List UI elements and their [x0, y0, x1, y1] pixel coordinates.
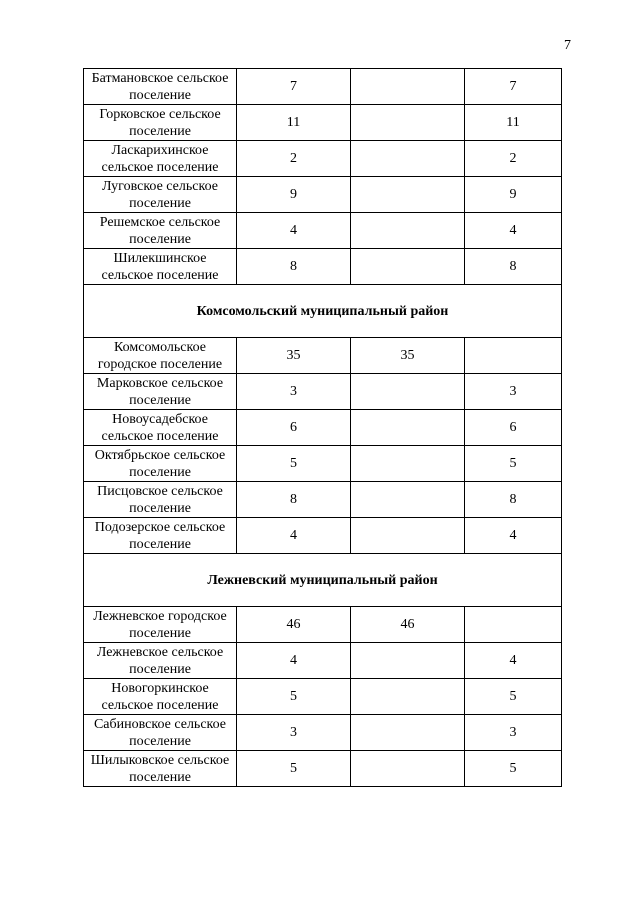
- total-count-cell: 8: [237, 249, 351, 285]
- rural-count-cell: 8: [465, 249, 562, 285]
- rural-count-cell: 11: [465, 105, 562, 141]
- urban-count-cell: [351, 751, 465, 787]
- total-count-cell: 4: [237, 643, 351, 679]
- urban-count-cell: [351, 213, 465, 249]
- rural-count-cell: 5: [465, 679, 562, 715]
- settlement-name-cell: Лежневское городское поселение: [84, 607, 237, 643]
- rural-count-cell: 4: [465, 518, 562, 554]
- urban-count-cell: [351, 105, 465, 141]
- rural-count-cell: 4: [465, 213, 562, 249]
- total-count-cell: 11: [237, 105, 351, 141]
- total-count-cell: 8: [237, 482, 351, 518]
- settlement-name-cell: Ласкарихинское сельское поселение: [84, 141, 237, 177]
- settlement-row: [84, 213, 562, 249]
- total-count-cell: 3: [237, 374, 351, 410]
- settlement-name-cell: Шилекшинское сельское поселение: [84, 249, 237, 285]
- settlement-name-cell: Октябрьское сельское поселение: [84, 446, 237, 482]
- total-count-cell: 4: [237, 213, 351, 249]
- settlement-name-cell: Новоусадебское сельское поселение: [84, 410, 237, 446]
- urban-count-cell: [351, 410, 465, 446]
- urban-count-cell: [351, 446, 465, 482]
- settlement-row: [84, 105, 562, 141]
- district-heading: Лежневский муниципальный район: [84, 554, 562, 607]
- settlement-row: [84, 177, 562, 213]
- settlement-row: [84, 446, 562, 482]
- rural-count-cell: 6: [465, 410, 562, 446]
- settlement-name-cell: Шилыковское сельское поселение: [84, 751, 237, 787]
- settlement-row: [84, 338, 562, 374]
- settlement-name-cell: Горковское сельское поселение: [84, 105, 237, 141]
- settlement-row: [84, 607, 562, 643]
- settlement-row: [84, 249, 562, 285]
- settlement-row: [84, 518, 562, 554]
- settlements-table-body: [84, 69, 562, 787]
- rural-count-cell: 5: [465, 446, 562, 482]
- district-heading: Комсомольский муниципальный район: [84, 285, 562, 338]
- rural-count-cell: 3: [465, 715, 562, 751]
- total-count-cell: 5: [237, 446, 351, 482]
- total-count-cell: 35: [237, 338, 351, 374]
- rural-count-cell: 5: [465, 751, 562, 787]
- settlement-name-cell: Лежневское сельское поселение: [84, 643, 237, 679]
- urban-count-cell: [351, 518, 465, 554]
- settlement-name-cell: Луговское сельское поселение: [84, 177, 237, 213]
- rural-count-cell: 9: [465, 177, 562, 213]
- settlements-table: [83, 68, 562, 787]
- total-count-cell: 3: [237, 715, 351, 751]
- rural-count-cell: [465, 338, 562, 374]
- urban-count-cell: 46: [351, 607, 465, 643]
- urban-count-cell: [351, 482, 465, 518]
- urban-count-cell: [351, 177, 465, 213]
- settlement-row: [84, 715, 562, 751]
- settlement-row: [84, 751, 562, 787]
- district-heading-row: [84, 285, 562, 338]
- urban-count-cell: [351, 679, 465, 715]
- rural-count-cell: [465, 607, 562, 643]
- rural-count-cell: 3: [465, 374, 562, 410]
- rural-count-cell: 4: [465, 643, 562, 679]
- settlement-name-cell: Решемское сельское поселение: [84, 213, 237, 249]
- settlement-row: [84, 643, 562, 679]
- settlement-row: [84, 482, 562, 518]
- rural-count-cell: 2: [465, 141, 562, 177]
- total-count-cell: 6: [237, 410, 351, 446]
- rural-count-cell: 8: [465, 482, 562, 518]
- total-count-cell: 2: [237, 141, 351, 177]
- total-count-cell: 4: [237, 518, 351, 554]
- urban-count-cell: 35: [351, 338, 465, 374]
- settlement-row: [84, 69, 562, 105]
- total-count-cell: 9: [237, 177, 351, 213]
- urban-count-cell: [351, 643, 465, 679]
- settlement-row: [84, 374, 562, 410]
- district-heading-row: [84, 554, 562, 607]
- settlement-name-cell: Сабиновское сельское поселение: [84, 715, 237, 751]
- page-number: 7: [564, 38, 571, 53]
- settlement-row: [84, 679, 562, 715]
- urban-count-cell: [351, 141, 465, 177]
- settlement-name-cell: Новогоркинское сельское поселение: [84, 679, 237, 715]
- settlement-name-cell: Марковское сельское поселение: [84, 374, 237, 410]
- urban-count-cell: [351, 249, 465, 285]
- total-count-cell: 7: [237, 69, 351, 105]
- settlement-name-cell: Комсомольское городское поселение: [84, 338, 237, 374]
- settlement-name-cell: Подозерское сельское поселение: [84, 518, 237, 554]
- urban-count-cell: [351, 374, 465, 410]
- urban-count-cell: [351, 715, 465, 751]
- settlement-row: [84, 141, 562, 177]
- urban-count-cell: [351, 69, 465, 105]
- settlement-row: [84, 410, 562, 446]
- rural-count-cell: 7: [465, 69, 562, 105]
- total-count-cell: 5: [237, 679, 351, 715]
- total-count-cell: 5: [237, 751, 351, 787]
- settlement-name-cell: Батмановское сельское поселение: [84, 69, 237, 105]
- settlement-name-cell: Писцовское сельское поселение: [84, 482, 237, 518]
- total-count-cell: 46: [237, 607, 351, 643]
